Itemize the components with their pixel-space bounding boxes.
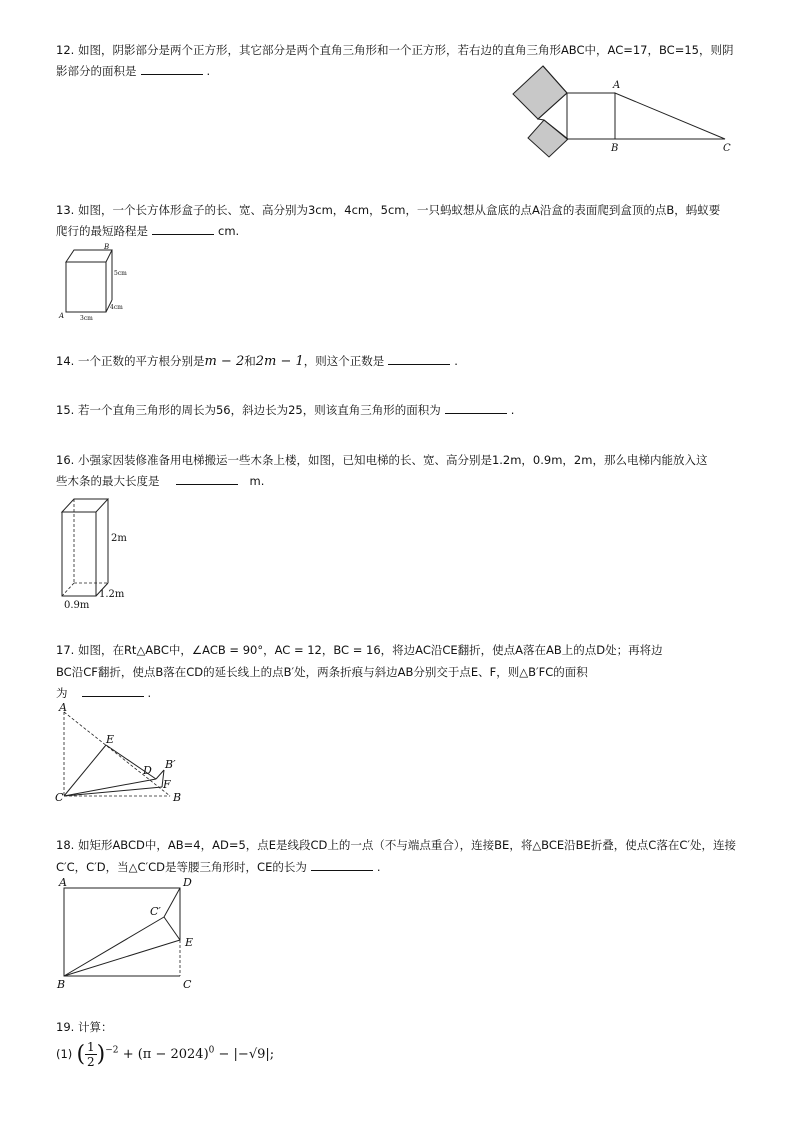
label-width: 4cm xyxy=(110,304,123,311)
q19-title: 19. 计算： xyxy=(56,1020,113,1034)
q17-text: 为 xyxy=(56,686,68,700)
q19-tail: − |−√9|; xyxy=(218,1047,275,1062)
label-length: 3cm xyxy=(80,315,93,322)
label-b: B xyxy=(104,243,110,251)
q15-text: 15. 若一个直角三角形的周长为56，斜边长为25，则该直角三角形的面积为 xyxy=(56,403,441,417)
q15-end: . xyxy=(510,403,515,417)
label-c: C xyxy=(183,978,192,991)
q19-expression xyxy=(56,1040,274,1069)
q14-expr1: m − 2 xyxy=(204,354,245,369)
q14-text2: ，则这个正数是 xyxy=(303,354,385,368)
label-c: C xyxy=(55,791,64,804)
q14-and: 和 xyxy=(244,354,256,368)
q18-line1: 18. 如矩形ABCD中，AB=4，AD=5，点E是线段CD上的一点（不与端点重合），连接BE，将△BCE沿BE折叠，使点C落在C′处，连接 xyxy=(56,838,736,852)
label-a: A xyxy=(59,876,67,889)
q14-expr2: 2m − 1 xyxy=(255,354,304,369)
paren-right: ) xyxy=(96,1042,106,1067)
label-length: 0.9m xyxy=(64,600,90,611)
q12-line1: 12. 如图，阴影部分是两个正方形，其它部分是两个直角三角形和一个正方形，若右边的直角三角形ABC中，AC=17，BC=15，则阴 xyxy=(56,43,734,57)
label-d: D xyxy=(183,876,192,889)
label-c-prime: C′ xyxy=(150,905,161,918)
q19-part-label: (1) xyxy=(56,1047,73,1061)
label-b-prime: B′ xyxy=(165,758,176,771)
q17-line1: 17. 如图，在Rt△ABC中，∠ACB = 90°，AC = 12，BC = 16，将边AC沿CE翻折，使点A落在AB上的点D处；再将边 xyxy=(56,643,663,657)
label-a: A xyxy=(613,80,621,91)
q18-end: . xyxy=(376,860,381,874)
q19-mid: + (π − 2024) xyxy=(122,1047,209,1062)
q17-end: . xyxy=(147,686,152,700)
q13-line1: 13. 如图，一个长方体形盒子的长、宽、高分别为3cm，4cm，5cm，一只蚂蚁想从盒底的点A沿盒的表面爬到盒顶的点B，蚂蚁要 xyxy=(56,203,721,217)
q14-text: 14. 一个正数的平方根分别是 xyxy=(56,354,205,368)
q16-unit: m. xyxy=(249,474,265,488)
q12-text: 影部分的面积是 xyxy=(56,64,137,78)
paren-left: ( xyxy=(76,1042,86,1067)
label-d: D xyxy=(143,764,152,777)
q13-text: 爬行的最短路程是 xyxy=(56,224,148,238)
label-height: 2m xyxy=(111,533,127,544)
q18-text: C′C，C′D，当△C′CD是等腰三角形时，CE的长为 xyxy=(56,860,307,874)
fraction-num: 1 xyxy=(87,1040,95,1054)
exponent-2: 0 xyxy=(208,1045,215,1056)
q17-line2: BC沿CF翻折，使点B落在CD的延长线上的点B′处，两条折痕与斜边AB分别交于点E、F，则△B′FC的面积 xyxy=(56,665,588,679)
label-height: 5cm xyxy=(114,270,127,277)
label-f: F xyxy=(163,778,171,791)
label-c: C xyxy=(723,143,731,154)
label-a: A xyxy=(59,701,67,714)
label-b: B xyxy=(611,143,619,154)
label-b: B xyxy=(57,978,66,991)
exponent-1: −2 xyxy=(105,1045,119,1056)
fraction-den: 2 xyxy=(87,1055,95,1069)
q12-end: . xyxy=(206,64,211,78)
q13-unit: cm. xyxy=(218,224,240,238)
q16-line1: 16. 小强家因装修准备用电梯搬运一些木条上楼，如图，已知电梯的长、宽、高分别是1.2m，0.9m，2m，那么电梯内能放入这 xyxy=(56,453,708,467)
label-e: E xyxy=(185,936,194,949)
q14-end: . xyxy=(454,354,458,368)
label-e: E xyxy=(106,733,115,746)
fraction xyxy=(85,1040,97,1069)
label-b: B xyxy=(173,791,182,804)
label-width: 1.2m xyxy=(99,589,125,600)
q16-text: 些木条的最大长度是 xyxy=(56,474,160,488)
label-a: A xyxy=(59,312,65,320)
